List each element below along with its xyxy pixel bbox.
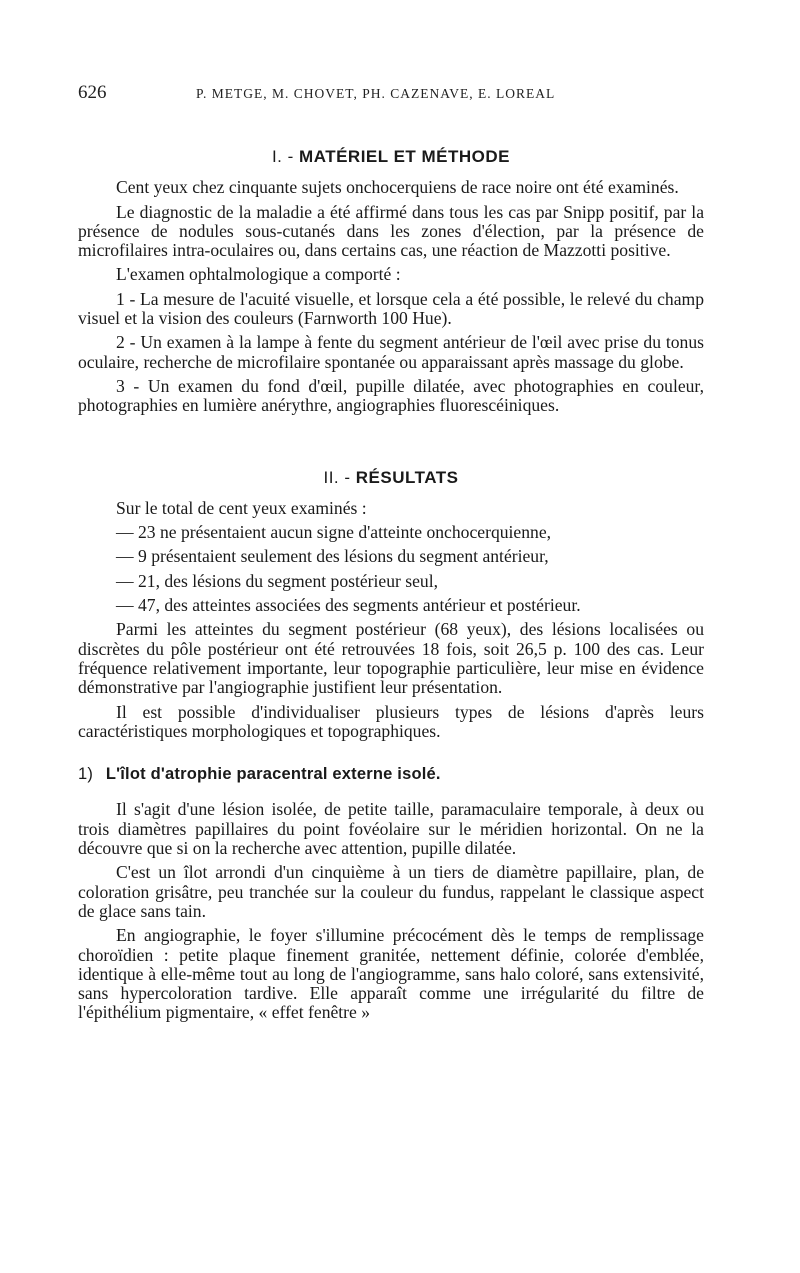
paragraph: 3 - Un examen du fond d'œil, pupille dilatée, avec photographies en couleur, photographies en lumière anérythre, angiographies fluorescéiniques. <box>78 375 704 416</box>
page-number: 626 <box>78 82 107 103</box>
section-heading-resultats <box>78 468 704 487</box>
paragraph: C'est un îlot arrondi d'un cinquième à un tiers de diamètre papillaire, plan, de coloration grisâtre, peu tranchée sur la couleur du fundus, rappelant le classique aspect de glace sans tain. <box>78 862 704 921</box>
running-head-authors: P. METGE, M. CHOVET, PH. CAZENAVE, E. LOREAL <box>196 86 556 101</box>
paragraph: Sur le total de cent yeux examinés : <box>116 497 367 518</box>
body-text <box>78 147 704 1028</box>
paragraph: Il s'agit d'une lésion isolée, de petite taille, paramaculaire temporale, à deux ou trois diamètres papillaires du point fovéolaire sur le méridien horizontal. On ne la découvre que si on la recherche avec attention, pupille dilatée. <box>78 799 704 859</box>
list-item: — 23 ne présentaient aucun signe d'atteinte onchocerquienne, <box>116 522 552 543</box>
paragraph: 2 - Un examen à la lampe à fente du segment antérieur de l'œil avec prise du tonus oculaire, recherche de microfilaire spontanée ou apparaissant après massage du globe. <box>78 332 704 372</box>
section-number: II. - <box>323 467 351 487</box>
section-title: MATÉRIEL ET MÉTHODE <box>299 147 511 166</box>
subsection-title: L'îlot d'atrophie paracentral externe isolé. <box>105 765 441 784</box>
subsection-heading <box>78 765 704 784</box>
section-heading-materiel <box>78 147 704 166</box>
subsection-number: 1) <box>78 765 94 784</box>
list-item: — 21, des lésions du segment postérieur seul, <box>116 570 439 591</box>
paragraph: Parmi les atteintes du segment postérieur (68 yeux), des lésions localisées ou discrètes du pôle postérieur ont été retrouvées 18 fois, soit 26,5 p. 100 des cas. Leur fréquence relativement importante, leur topographie particulière, leur mise en évidence démonstrative par l'angiographie justifient leur présentation. <box>78 619 704 698</box>
paragraph: 1 - La mesure de l'acuité visuelle, et lorsque cela a été possible, le relevé du champ visuel et la vision des couleurs (Farnworth 100 Hue). <box>78 288 704 329</box>
list-item: — 47, des atteintes associées des segments antérieur et postérieur. <box>116 595 581 616</box>
section-title: RÉSULTATS <box>355 467 459 487</box>
paragraph: Il est possible d'individualiser plusieurs types de lésions d'après leurs caractéristiques morphologiques et topographiques. <box>78 701 704 741</box>
paragraph: Cent yeux chez cinquante sujets onchocerquiens de race noire ont été examinés. <box>116 177 679 198</box>
paragraph: L'examen ophtalmologique a comporté : <box>116 264 401 285</box>
list-item: — 9 présentaient seulement des lésions du segment antérieur, <box>116 546 549 567</box>
paragraph: Le diagnostic de la maladie a été affirmé dans tous les cas par Snipp positif, par la présence de nodules sous-cutanés dans les zones d'élection, par la présence de microfilaires intra-oculaires ou, dans certains cas, une réaction de Mazzotti positive. <box>78 201 704 261</box>
section-number: I. - <box>271 147 294 166</box>
paragraph: En angiographie, le foyer s'illumine précocément dès le temps de remplissage choroïdien : petite plaque finement granitée, nettement définie, colorée d'emblée, identique à elle-même tout au long de l'angiogramme, sans halo coloré, sans extensivité, sans hypercoloration tardive. Elle apparaît comme une irrégularité du filtre de l'épithélium pigmentaire, « effet fenêtre » <box>78 925 704 1023</box>
